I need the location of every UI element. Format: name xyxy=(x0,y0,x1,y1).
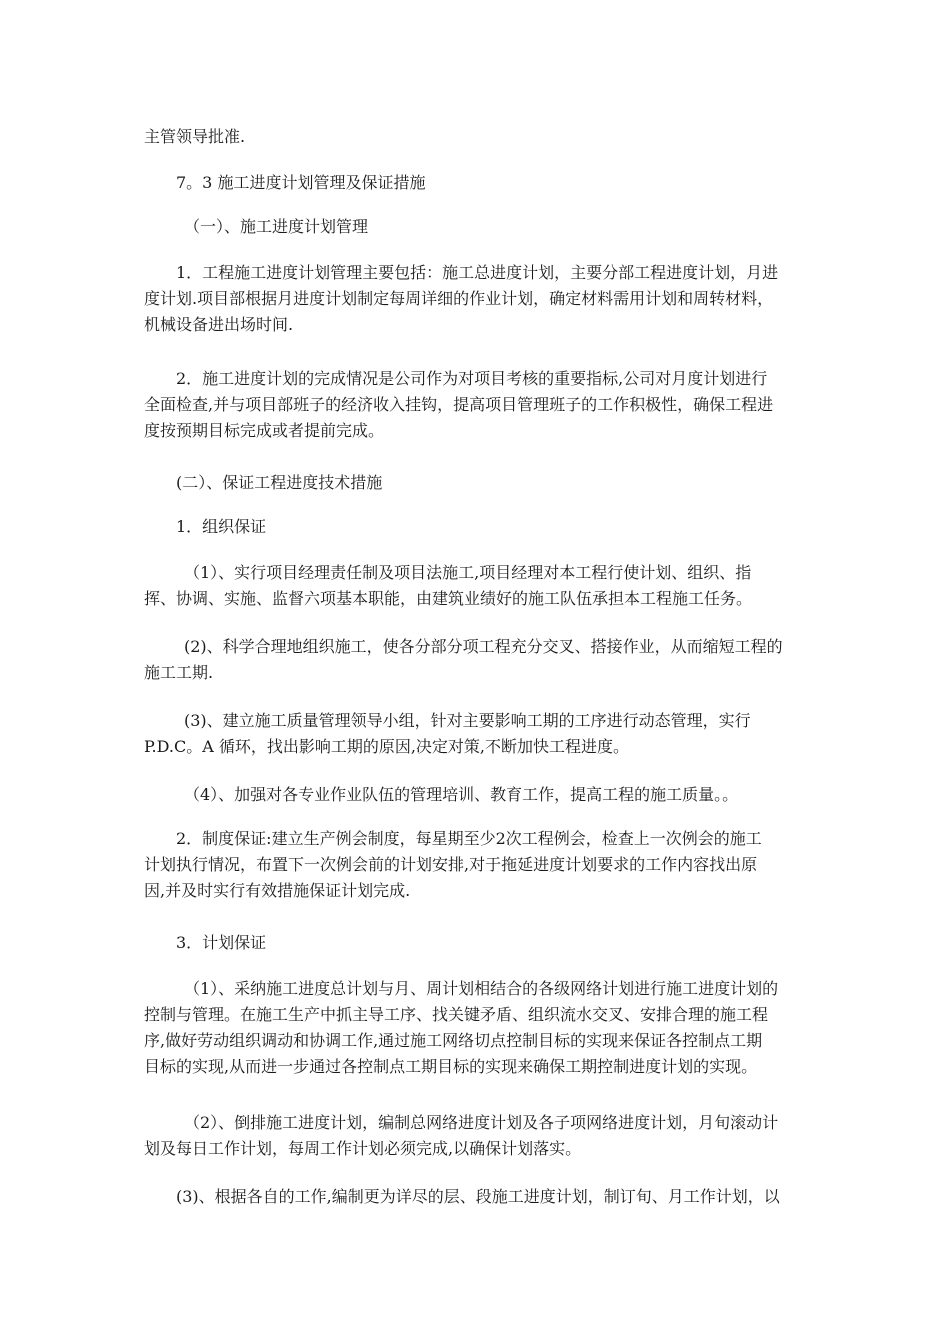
paragraph xyxy=(144,930,808,956)
paragraph xyxy=(144,1184,808,1210)
text-line: 计划执行情况，布置下一次例会前的计划安排,对于拖延进度计划要求的工作内容找出原 xyxy=(144,855,758,874)
text-line: （1）、实行项目经理责任制及项目法施工,项目经理对本工程行使计划、组织、指 xyxy=(184,563,752,582)
paragraph xyxy=(144,366,808,444)
text-line: (3)、根据各自的工作,编制更为详尽的层、段施工进度计划，制订旬、月工作计划，以 xyxy=(176,1187,780,1206)
text-line: 度计划.项目部根据月进度计划制定每周详细的作业计划，确定材料需用计划和周转材料， xyxy=(144,289,774,308)
text-line: 7。3 施工进度计划管理及保证措施 xyxy=(176,173,426,192)
paragraph xyxy=(144,976,808,1080)
text-line: 度按预期目标完成或者提前完成。 xyxy=(144,421,385,440)
paragraph xyxy=(144,170,808,196)
text-line: 序,做好劳动组织调动和协调工作,通过施工网络切点控制目标的实现来保证各控制点工期 xyxy=(144,1031,763,1050)
text-line: 3．计划保证 xyxy=(176,933,267,952)
text-line: 主管领导批准. xyxy=(144,127,246,146)
text-line: 2．制度保证:建立生产例会制度，每星期至少2次工程例会，检查上一次例会的施工 xyxy=(176,829,762,848)
paragraph xyxy=(144,1110,808,1162)
text-line: 划及每日工作计划，每周工作计划必须完成,以确保计划落实。 xyxy=(144,1139,582,1158)
text-line: 施工工期. xyxy=(144,663,214,682)
text-line: (二）、保证工程进度技术措施 xyxy=(176,473,383,492)
text-line: (3)、建立施工质量管理领导小组，针对主要影响工期的工序进行动态管理，实行 xyxy=(184,711,751,730)
text-line: 1．工程施工进度计划管理主要包括：施工总进度计划，主要分部工程进度计划，月进 xyxy=(176,263,779,282)
paragraph xyxy=(144,214,808,240)
text-line: 因,并及时实行有效措施保证计划完成. xyxy=(144,881,411,900)
text-line: （一）、施工进度计划管理 xyxy=(184,217,369,236)
paragraph xyxy=(144,560,808,612)
text-line: 目标的实现,从而进一步通过各控制点工期目标的实现来确保工期控制进度计划的实现。 xyxy=(144,1057,758,1076)
paragraph xyxy=(144,124,808,150)
paragraph xyxy=(144,708,808,760)
text-line: 控制与管理。在施工生产中抓主导工序、找关键矛盾、组织流水交叉、安排合理的施工程 xyxy=(144,1005,769,1024)
text-line: 1．组织保证 xyxy=(176,517,267,536)
text-line: 2．施工进度计划的完成情况是公司作为对项目考核的重要指标,公司对月度计划进行 xyxy=(176,369,768,388)
paragraph xyxy=(144,470,808,496)
text-line: 机械设备进出场时间. xyxy=(144,315,294,334)
text-line: （2）、倒排施工进度计划，编制总网络进度计划及各子项网络进度计划，月旬滚动计 xyxy=(184,1113,779,1132)
paragraph xyxy=(144,634,808,686)
text-line: （4）、加强对各专业作业队伍的管理培训、教育工作，提高工程的施工质量。。 xyxy=(184,785,739,804)
text-line: 挥、协调、实施、监督六项基本职能，由建筑业绩好的施工队伍承担本工程施工任务。 xyxy=(144,589,753,608)
text-line: P.D.C。A 循环，找出影响工期的原因,决定对策,不断加快工程进度。 xyxy=(144,737,630,756)
paragraph xyxy=(144,826,808,904)
paragraph xyxy=(144,260,808,338)
text-line: 全面检查,并与项目部班子的经济收入挂钩，提高项目管理班子的工作积极性，确保工程进 xyxy=(144,395,774,414)
text-line: （1）、采纳施工进度总计划与月、周计划相结合的各级网络计划进行施工进度计划的 xyxy=(184,979,779,998)
paragraph xyxy=(144,514,808,540)
paragraph xyxy=(144,782,808,808)
text-line: (2)、科学合理地组织施工，使各分部分项工程充分交叉、搭接作业，从而缩短工程的 xyxy=(184,637,783,656)
